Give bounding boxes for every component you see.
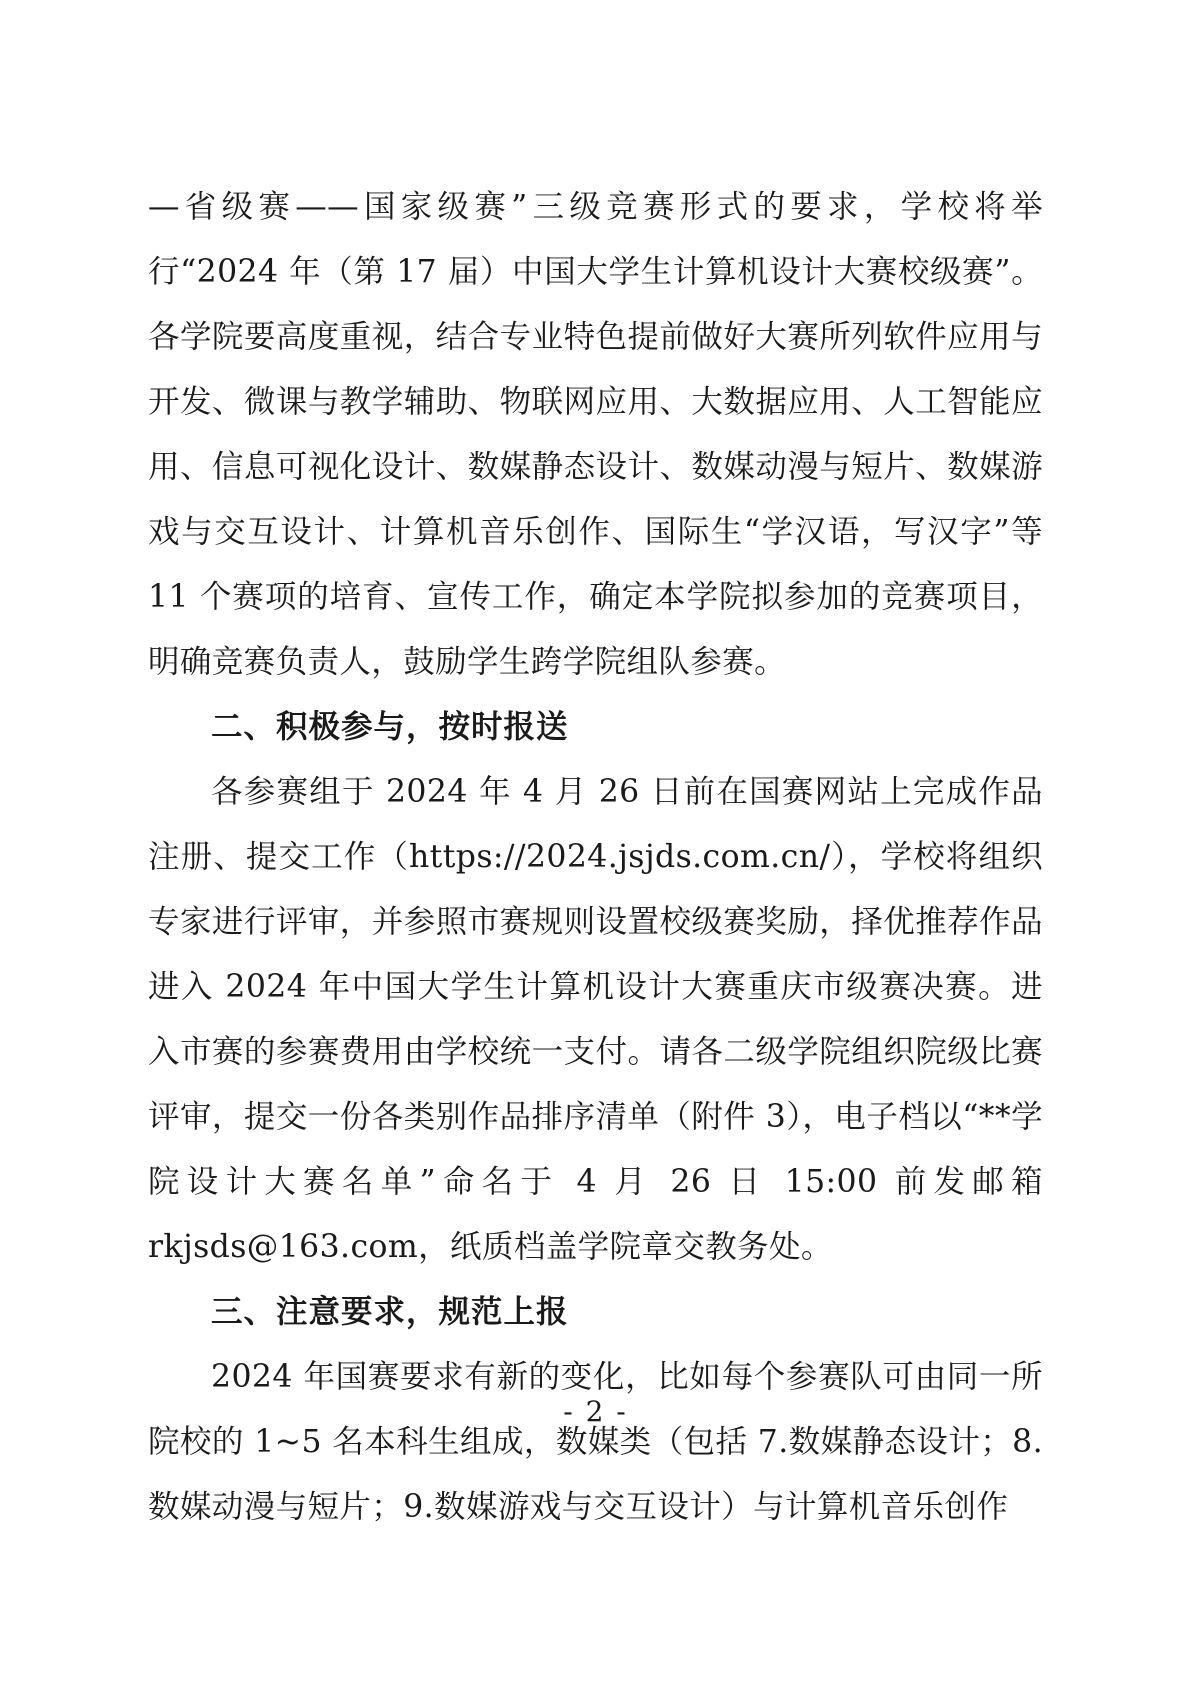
paragraph-notice-requirements: 2024 年国赛要求有新的变化，比如每个参赛队可由同一所院校的 1~5 名本科生组成，数媒类（包括 7.数媒静态设计；8.数媒动漫与短片；9.数媒游戏与交互设计）与计算机音乐创作 (148, 1359, 1043, 1525)
section-heading-three: 三、注意要求，规范上报 (211, 1294, 569, 1330)
paragraph-continuation-competition-levels: —省级赛——国家级赛”三级竞赛形式的要求，学校将举行“2024 年（第 17 届）中国大学生计算机设计大赛校级赛”。各学院要高度重视，结合专业特色提前做好大赛所列软件应用与开发、微课与教学辅助、物联网应用、大数据应用、人工智能应用、信息可视化设计、数媒静态设计、数媒动漫与短片、数媒游戏与交互设计、计算机音乐创作、国际生“学汉语，写汉字”等 11 个赛项的培育、宣传工作，确定本学院拟参加的竞赛项目，明确竞赛负责人，鼓励学生跨学院组队参赛。 (148, 189, 1043, 680)
paragraph-submission-requirements: 各参赛组于 2024 年 4 月 26 日前在国赛网站上完成作品注册、提交工作（https://2024.jsjds.com.cn/），学校将组织专家进行评审，并参照市赛规则设置校级赛奖励，择优推荐作品进入 2024 年中国大学生计算机设计大赛重庆市级赛决赛。进入市赛的参赛费用由学校统一支付。请各二级学院组织院级比赛评审，提交一份各类别作品排序清单（附件 3），电子档以“**学院设计大赛名单”命名于 4 月 26 日 15:00 前发邮箱 rkjsds@163.com，纸质档盖学院章交教务处。 (148, 774, 1043, 1265)
page-number: - 2 - (563, 1395, 628, 1428)
section-heading-two: 二、积极参与，按时报送 (211, 709, 569, 745)
document-body (148, 175, 1043, 1540)
